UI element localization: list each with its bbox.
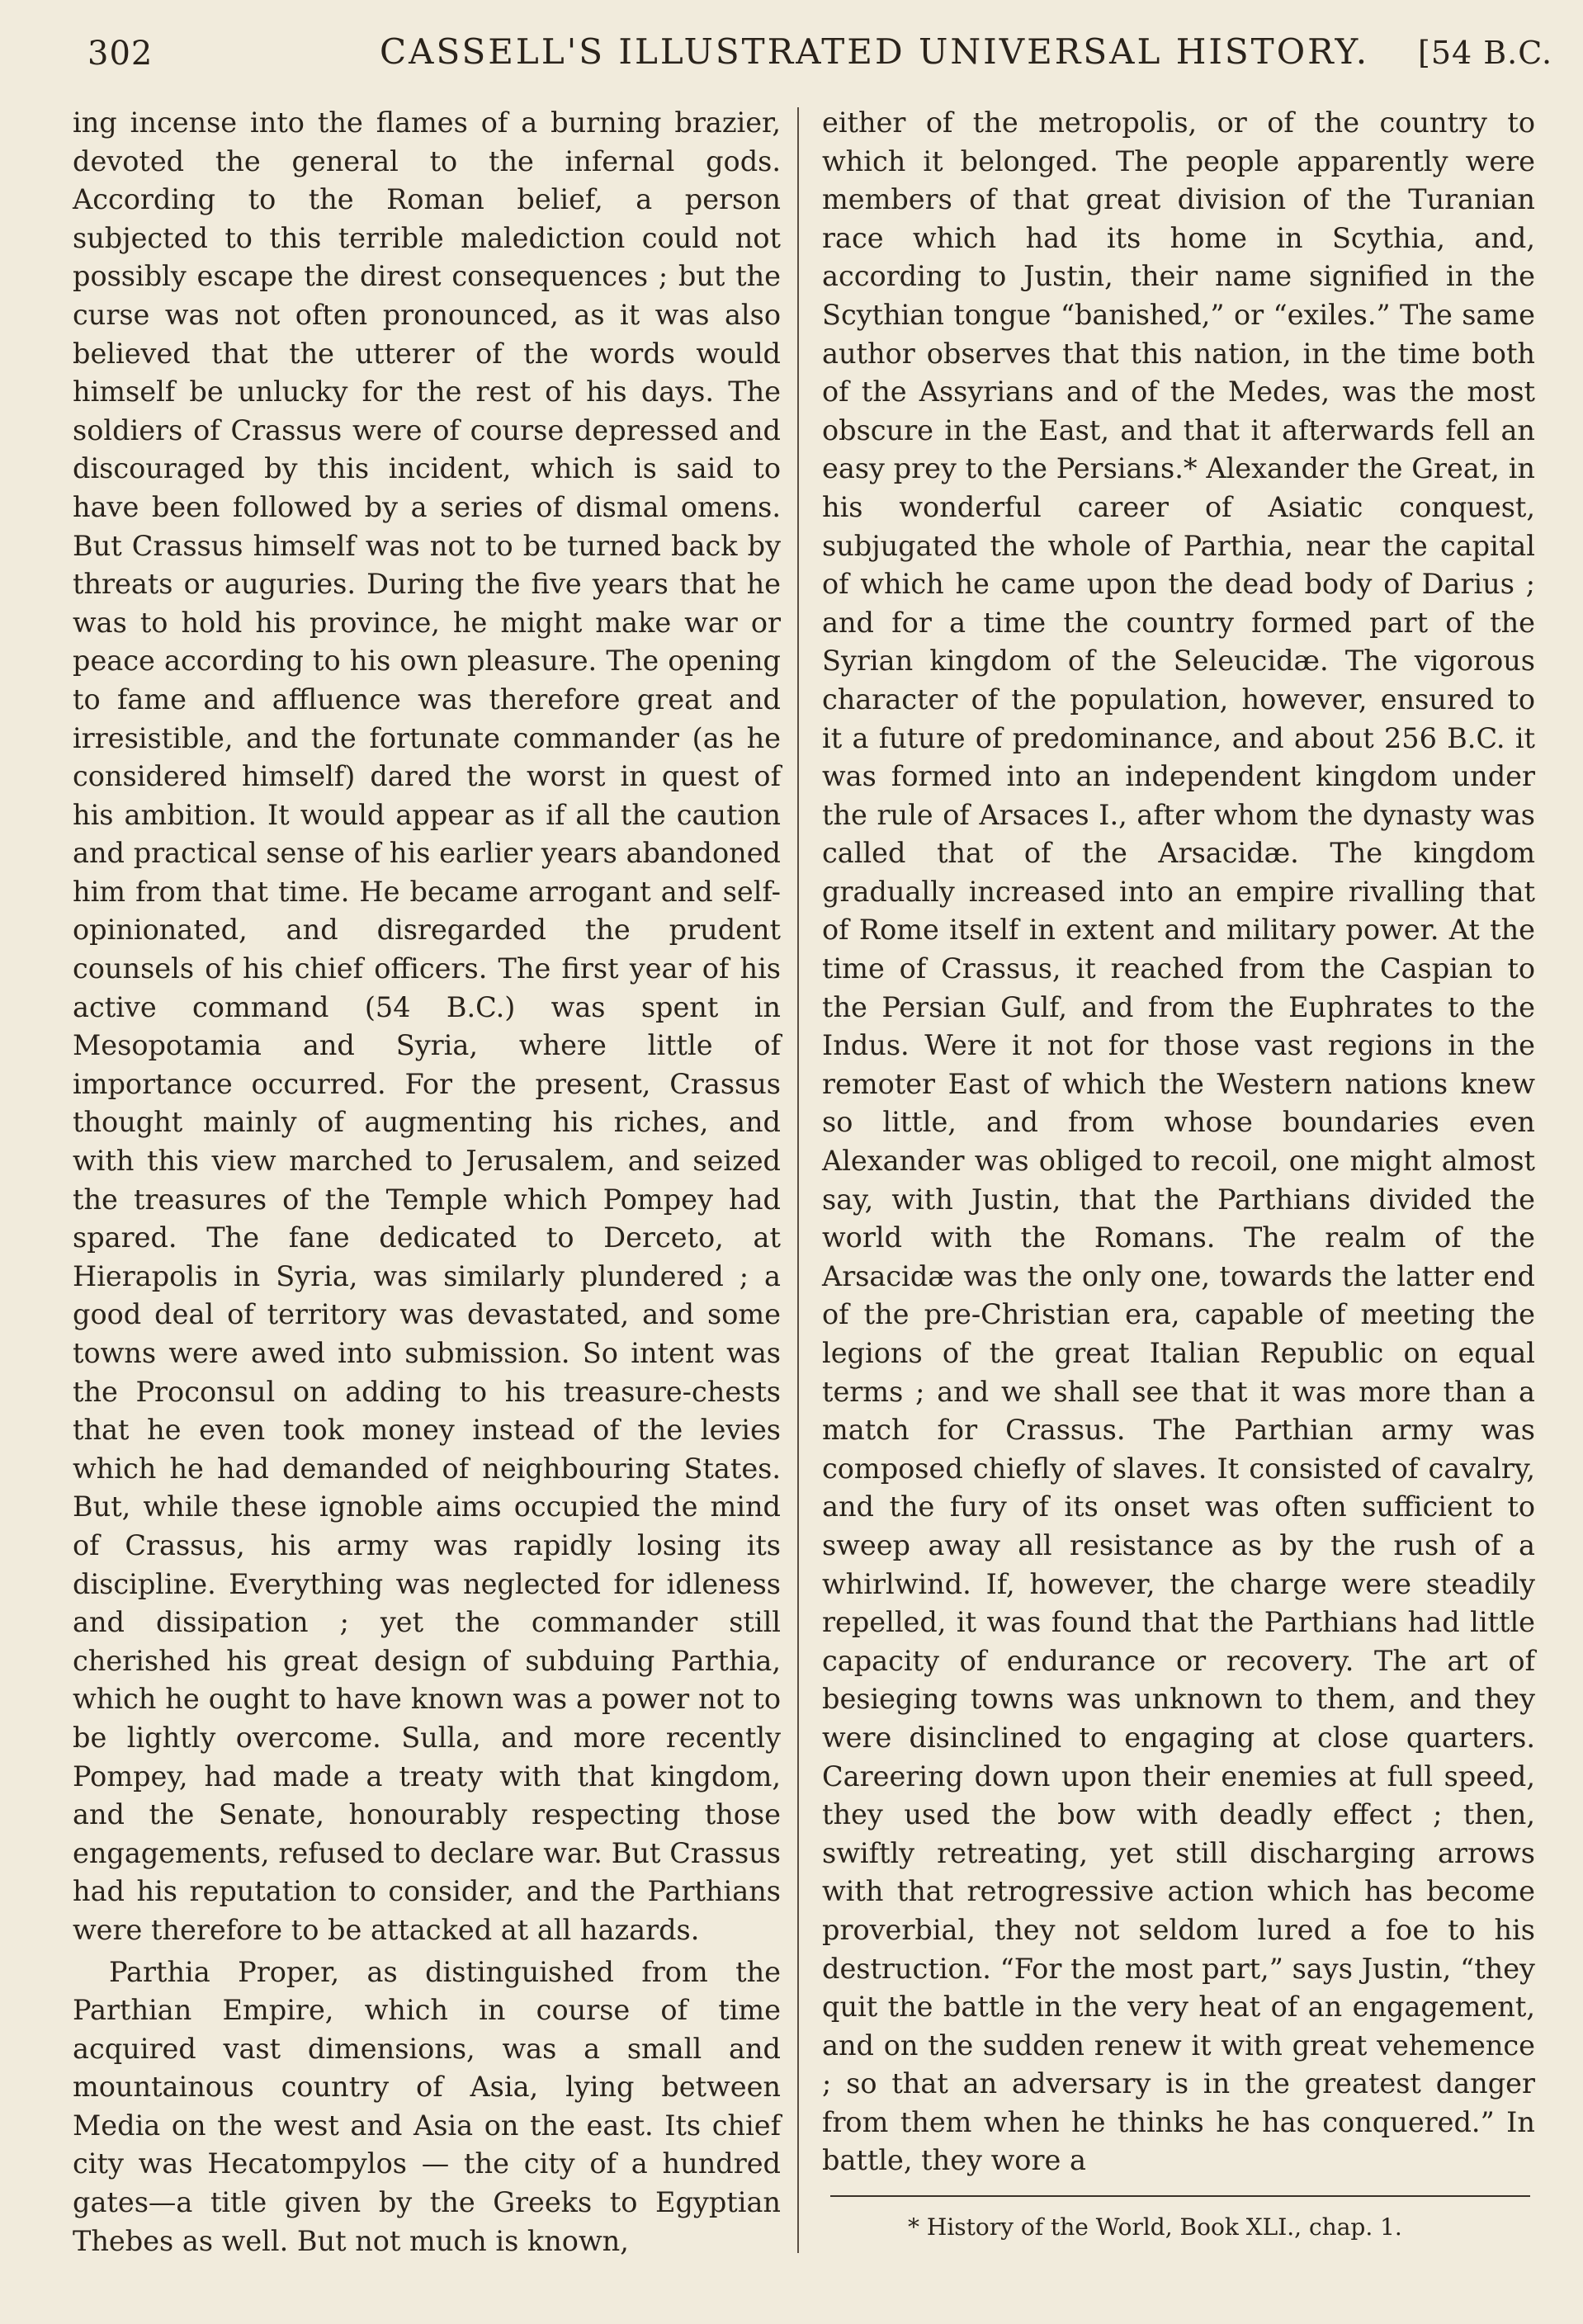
running-date: [54 B.C. — [1418, 35, 1553, 71]
paragraph: ing incense into the flames of a burning brazier, devoted the general to the infernal gods. According to the Roman belief, a person subjected to this terrible malediction could not possibly escape the direst consequences ; but the curse was not often pronounced, as it was also believed that the utterer of the words would himself be unlucky for the rest of his days. The soldiers of Crassus were of course depressed and discouraged by this incident, which is said to have been followed by a series of dismal omens. But Crassus himself was not to be turned back by threats or auguries. During the five years that he was to hold his province, he might make war or peace according to his own pleasure. The opening to fame and affluence was therefore great and irresistible, and the fortunate commander (as he considered himself) dared the worst in quest of his ambition. It would appear as if all the caution and practical sense of his earlier years abandoned him from that time. He became arrogant and self-opinionated, and disregarded the prudent counsels of his chief officers. The first year of his active command (54 B.C.) was spent in Mesopotamia and Syria, where little of importance occurred. For the present, Crassus thought mainly of augmenting his riches, and with this view marched to Jerusalem, and seized the treasures of the Temple which Pompey had spared. The fane dedicated to Derceto, at Hierapolis in Syria, was similarly plundered ; a good deal of territory was devastated, and some towns were awed into submission. So intent was the Proconsul on adding to his treasure-chests that he even took money instead of the levies which he had demanded of neighbouring States. But, while these ignoble aims occupied the mind of Crassus, his army was rapidly losing its discipline. Everything was neglected for idleness and dissipation ; yet the commander still cherished his great design of subduing Parthia, which he ought to have known was a power not to be lightly overcome. Sulla, and more recently Pompey, had made a treaty with that kingdom, and the Senate, honourably respecting those engagements, refused to declare war. But Crassus had his reputation to consider, and the Parthians were therefore to be attacked at all hazards. — [73, 106, 781, 1946]
page-number: 302 — [87, 35, 154, 73]
column-divider — [797, 107, 799, 2253]
running-title: CASSELL'S ILLUSTRATED UNIVERSAL HISTORY. — [380, 31, 1370, 72]
footnote-rule — [830, 2195, 1530, 2197]
paragraph: either of the metropolis, or of the country to which it belonged. The people apparently were members of that great division of the Turanian race which had its home in Scythia, and, according to Justin, their name signified in the Scythian tongue “banished,” or “exiles.” The same author observes that this nation, in the time both of the Assyrians and of the Medes, was the most obscure in the East, and that it afterwards fell an easy prey to the Persians.* Alexander the Great, in his wonderful career of Asiatic conquest, subjugated the whole of Parthia, near the capital of which he came upon the dead body of Darius ; and for a time the country formed part of the Syrian kingdom of the Seleucidæ. The vigorous character of the population, however, ensured to it a future of predominance, and about 256 B.C. it was formed into an independent kingdom under the rule of Arsaces I., after whom the dynasty was called that of the Arsacidæ. The kingdom gradually increased into an empire rivalling that of Rome itself in extent and military power. At the time of Crassus, it reached from the Caspian to the Persian Gulf, and from the Euphrates to the Indus. Were it not for those vast regions in the remoter East of which the Western nations knew so little, and from whose boundaries even Alexander was obliged to recoil, one might almost say, with Justin, that the Parthians divided the world with the Romans. The realm of the Arsacidæ was the only one, towards the latter end of the pre-Christian era, capable of meeting the legions of the great Italian Republic on equal terms ; and we shall see that it was more than a match for Crassus. The Parthian army was composed chiefly of slaves. It consisted of cavalry, and the fury of its onset was often sufficient to sweep away all resistance as by the rush of a whirlwind. If, however, the charge were steadily repelled, it was found that the Parthians had little capacity of endurance or recovery. The art of besieging towns was unknown to them, and they were disinclined to engaging at close quarters. Careering down upon their enemies at full speed, they used the bow with deadly effect ; then, swiftly retreating, yet still discharging arrows with that retrogressive action which has become proverbial, they not seldom lured a foe to his destruction. “For the most part,” says Justin, “they quit the battle in the very heat of an engagement, and on the sudden renew it with great vehemence ; so that an adversary is in the greatest danger from them when he thinks he has conquered.” In battle, they wore a — [822, 106, 1535, 2177]
page-header — [0, 23, 1583, 81]
left-column — [73, 104, 781, 2260]
footnote: * History of the World, Book XLI., chap. 1. — [908, 2213, 1402, 2241]
right-column — [822, 104, 1535, 2180]
paragraph: Parthia Proper, as distinguished from the Parthian Empire, which in course of time acquired vast dimensions, was a small and mountainous country of Asia, lying between Media on the west and Asia on the east. Its chief city was Hecatompylos — the city of a hundred gates—a title given by the Greeks to Egyptian Thebes as well. But not much is known, — [73, 1955, 781, 2257]
